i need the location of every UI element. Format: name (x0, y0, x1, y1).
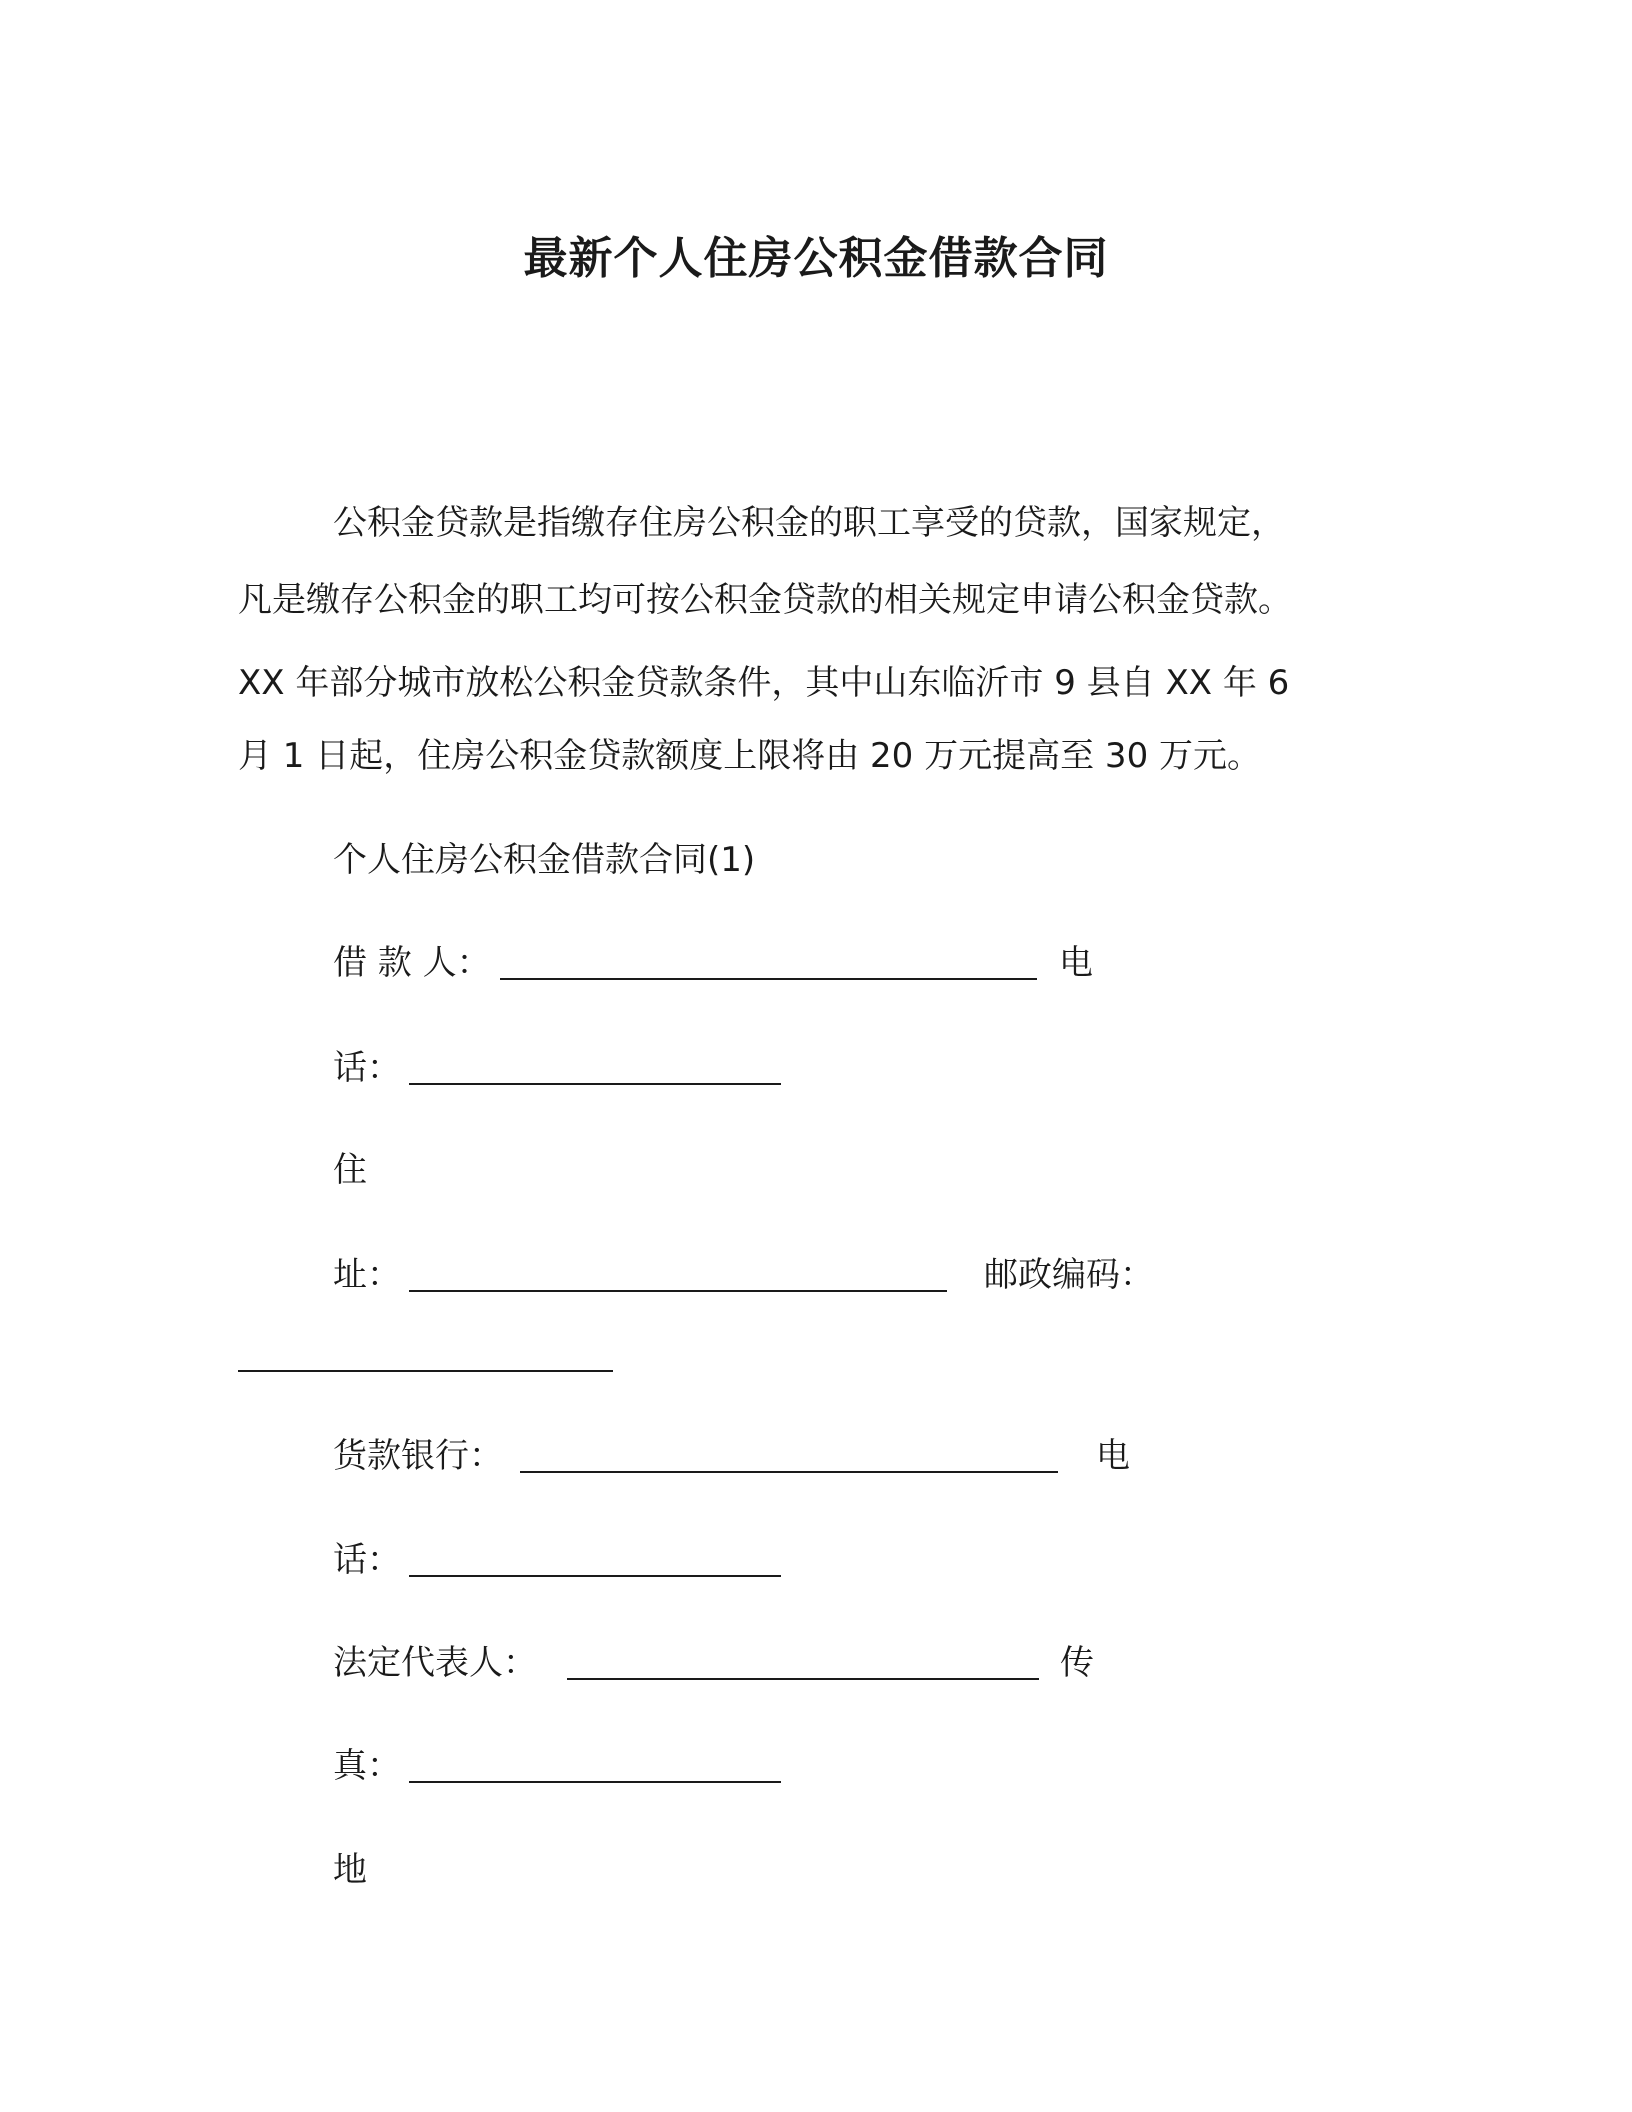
next-field-label: 地 (333, 1850, 367, 1890)
address-label-2: 址： (333, 1255, 401, 1295)
borrower-tail: 电 (1059, 943, 1093, 983)
borrower-phone-blank[interactable] (409, 1083, 781, 1085)
contract-subtitle: 个人住房公积金借款合同(1) (333, 840, 756, 880)
borrower-blank[interactable] (500, 978, 1037, 980)
legal-rep-tail: 传 (1060, 1643, 1094, 1683)
bank-blank[interactable] (520, 1471, 1058, 1473)
intro-line-3: XX 年部分城市放松公积金贷款条件，其中山东临沂市 9 县自 XX 年 6 (238, 663, 1290, 703)
document-title: 最新个人住房公积金借款合同 (523, 233, 1109, 284)
bank-phone-label: 话： (333, 1540, 401, 1580)
intro-line-4: 月 1 日起，住房公积金贷款额度上限将由 20 万元提高至 30 万元。 (238, 736, 1262, 776)
fax-label: 真： (333, 1746, 401, 1786)
address-blank[interactable] (409, 1290, 947, 1292)
borrower-label: 借 款 人： (333, 943, 491, 983)
bank-phone-blank[interactable] (409, 1575, 781, 1577)
borrower-row (333, 935, 491, 984)
legal-rep-blank[interactable] (567, 1678, 1039, 1680)
postal-code-label: 邮政编码： (984, 1255, 1154, 1295)
postal-code-blank[interactable] (238, 1370, 613, 1372)
legal-rep-label: 法定代表人： (333, 1643, 537, 1683)
bank-label: 货款银行： (333, 1436, 503, 1476)
bank-tail: 电 (1096, 1436, 1130, 1476)
intro-line-1: 公积金贷款是指缴存住房公积金的职工享受的贷款，国家规定， (333, 503, 1285, 543)
intro-line-2: 凡是缴存公积金的职工均可按公积金贷款的相关规定申请公积金贷款。 (238, 580, 1292, 620)
fax-blank[interactable] (409, 1781, 781, 1783)
address-label-1: 住 (333, 1150, 367, 1190)
borrower-phone-label: 话： (333, 1048, 401, 1088)
